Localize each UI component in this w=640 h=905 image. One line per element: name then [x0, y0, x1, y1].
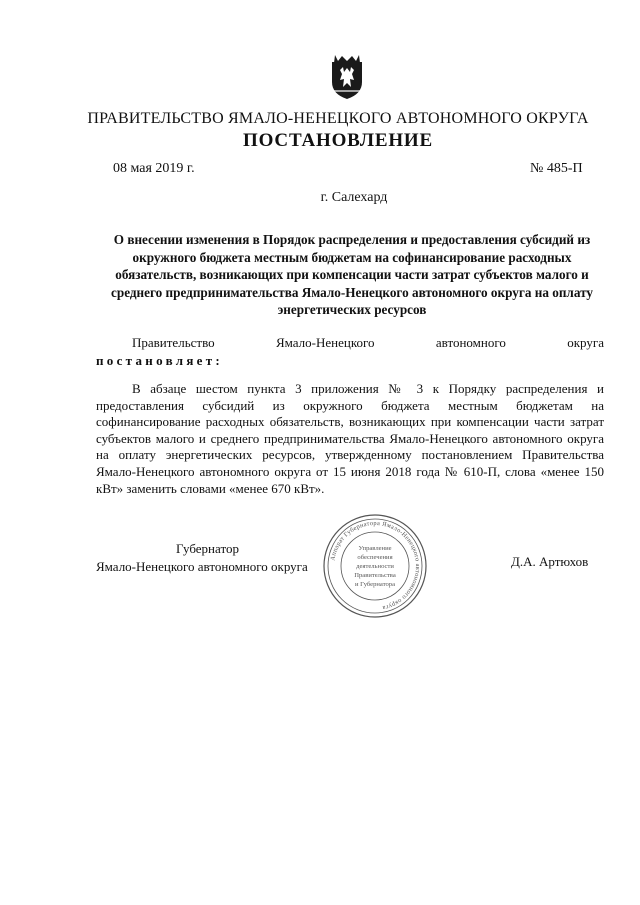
coat-of-arms-icon — [329, 52, 365, 100]
preamble-resolves: постановляет: — [96, 353, 224, 368]
document-type: ПОСТАНОВЛЕНИЕ — [243, 130, 433, 151]
stamp-center-line: обеспечения — [357, 554, 393, 561]
stamp-center-line: деятельности — [356, 563, 394, 570]
document-city: г. Салехард — [320, 190, 388, 205]
preamble-line — [96, 335, 604, 351]
document-number: № 485-П — [530, 161, 583, 176]
signature-title: Губернатор — [176, 541, 239, 556]
government-title: ПРАВИТЕЛЬСТВО ЯМАЛО-НЕНЕЦКОГО АВТОНОМНОГО ОКРУГА — [87, 110, 589, 127]
preamble — [96, 335, 604, 369]
stamp-center-line: и Губернатора — [354, 581, 396, 588]
preamble-word: Ямало-Ненецкого — [275, 335, 375, 350]
signature-name: Д.А. Артюхов — [511, 554, 589, 569]
signature-organization: Ямало-Ненецкого автономного округа — [96, 559, 308, 574]
preamble-word: Правительство — [132, 335, 215, 350]
document-date: 08 мая 2019 г. — [113, 161, 195, 176]
preamble-word: автономного — [435, 335, 506, 350]
stamp-ring-text: Аппарат Губернатора Ямало-Ненецкого автономного округа — [329, 519, 422, 612]
stamp-center-line: Правительства — [354, 572, 396, 579]
official-stamp — [322, 513, 428, 619]
body-paragraph: В абзаце шестом пункта 3 приложения № 3 к Порядку распределения и предоставления субсидий из окружного бюджета местным бюджетам на софинансирование расходных обязательств, возникающих при компенсации части затрат субъектов малого и среднего предпринимательства Ямало-Ненецкого автономного округа на оплату энергетических ресурсов, утвержденному постановлением Правительства Ямало-Ненецкого автономного округа от 15 июня 2018 года № 610-П, слова «менее 150 кВт» заменить словами «менее 670 кВт». — [96, 381, 604, 496]
preamble-word: округа — [567, 335, 604, 350]
document-subject: О внесении изменения в Порядок распределения и предоставления субсидий из окружного бюджета местным бюджетам на софинансирование расходных обязательств, возникающих при компенсации части затрат субъектов малого и среднего предпринимательства Ямало-Ненецкого автономного округа на оплату энергетических ресурсов — [111, 232, 593, 317]
stamp-center-line: Управление — [358, 545, 392, 552]
